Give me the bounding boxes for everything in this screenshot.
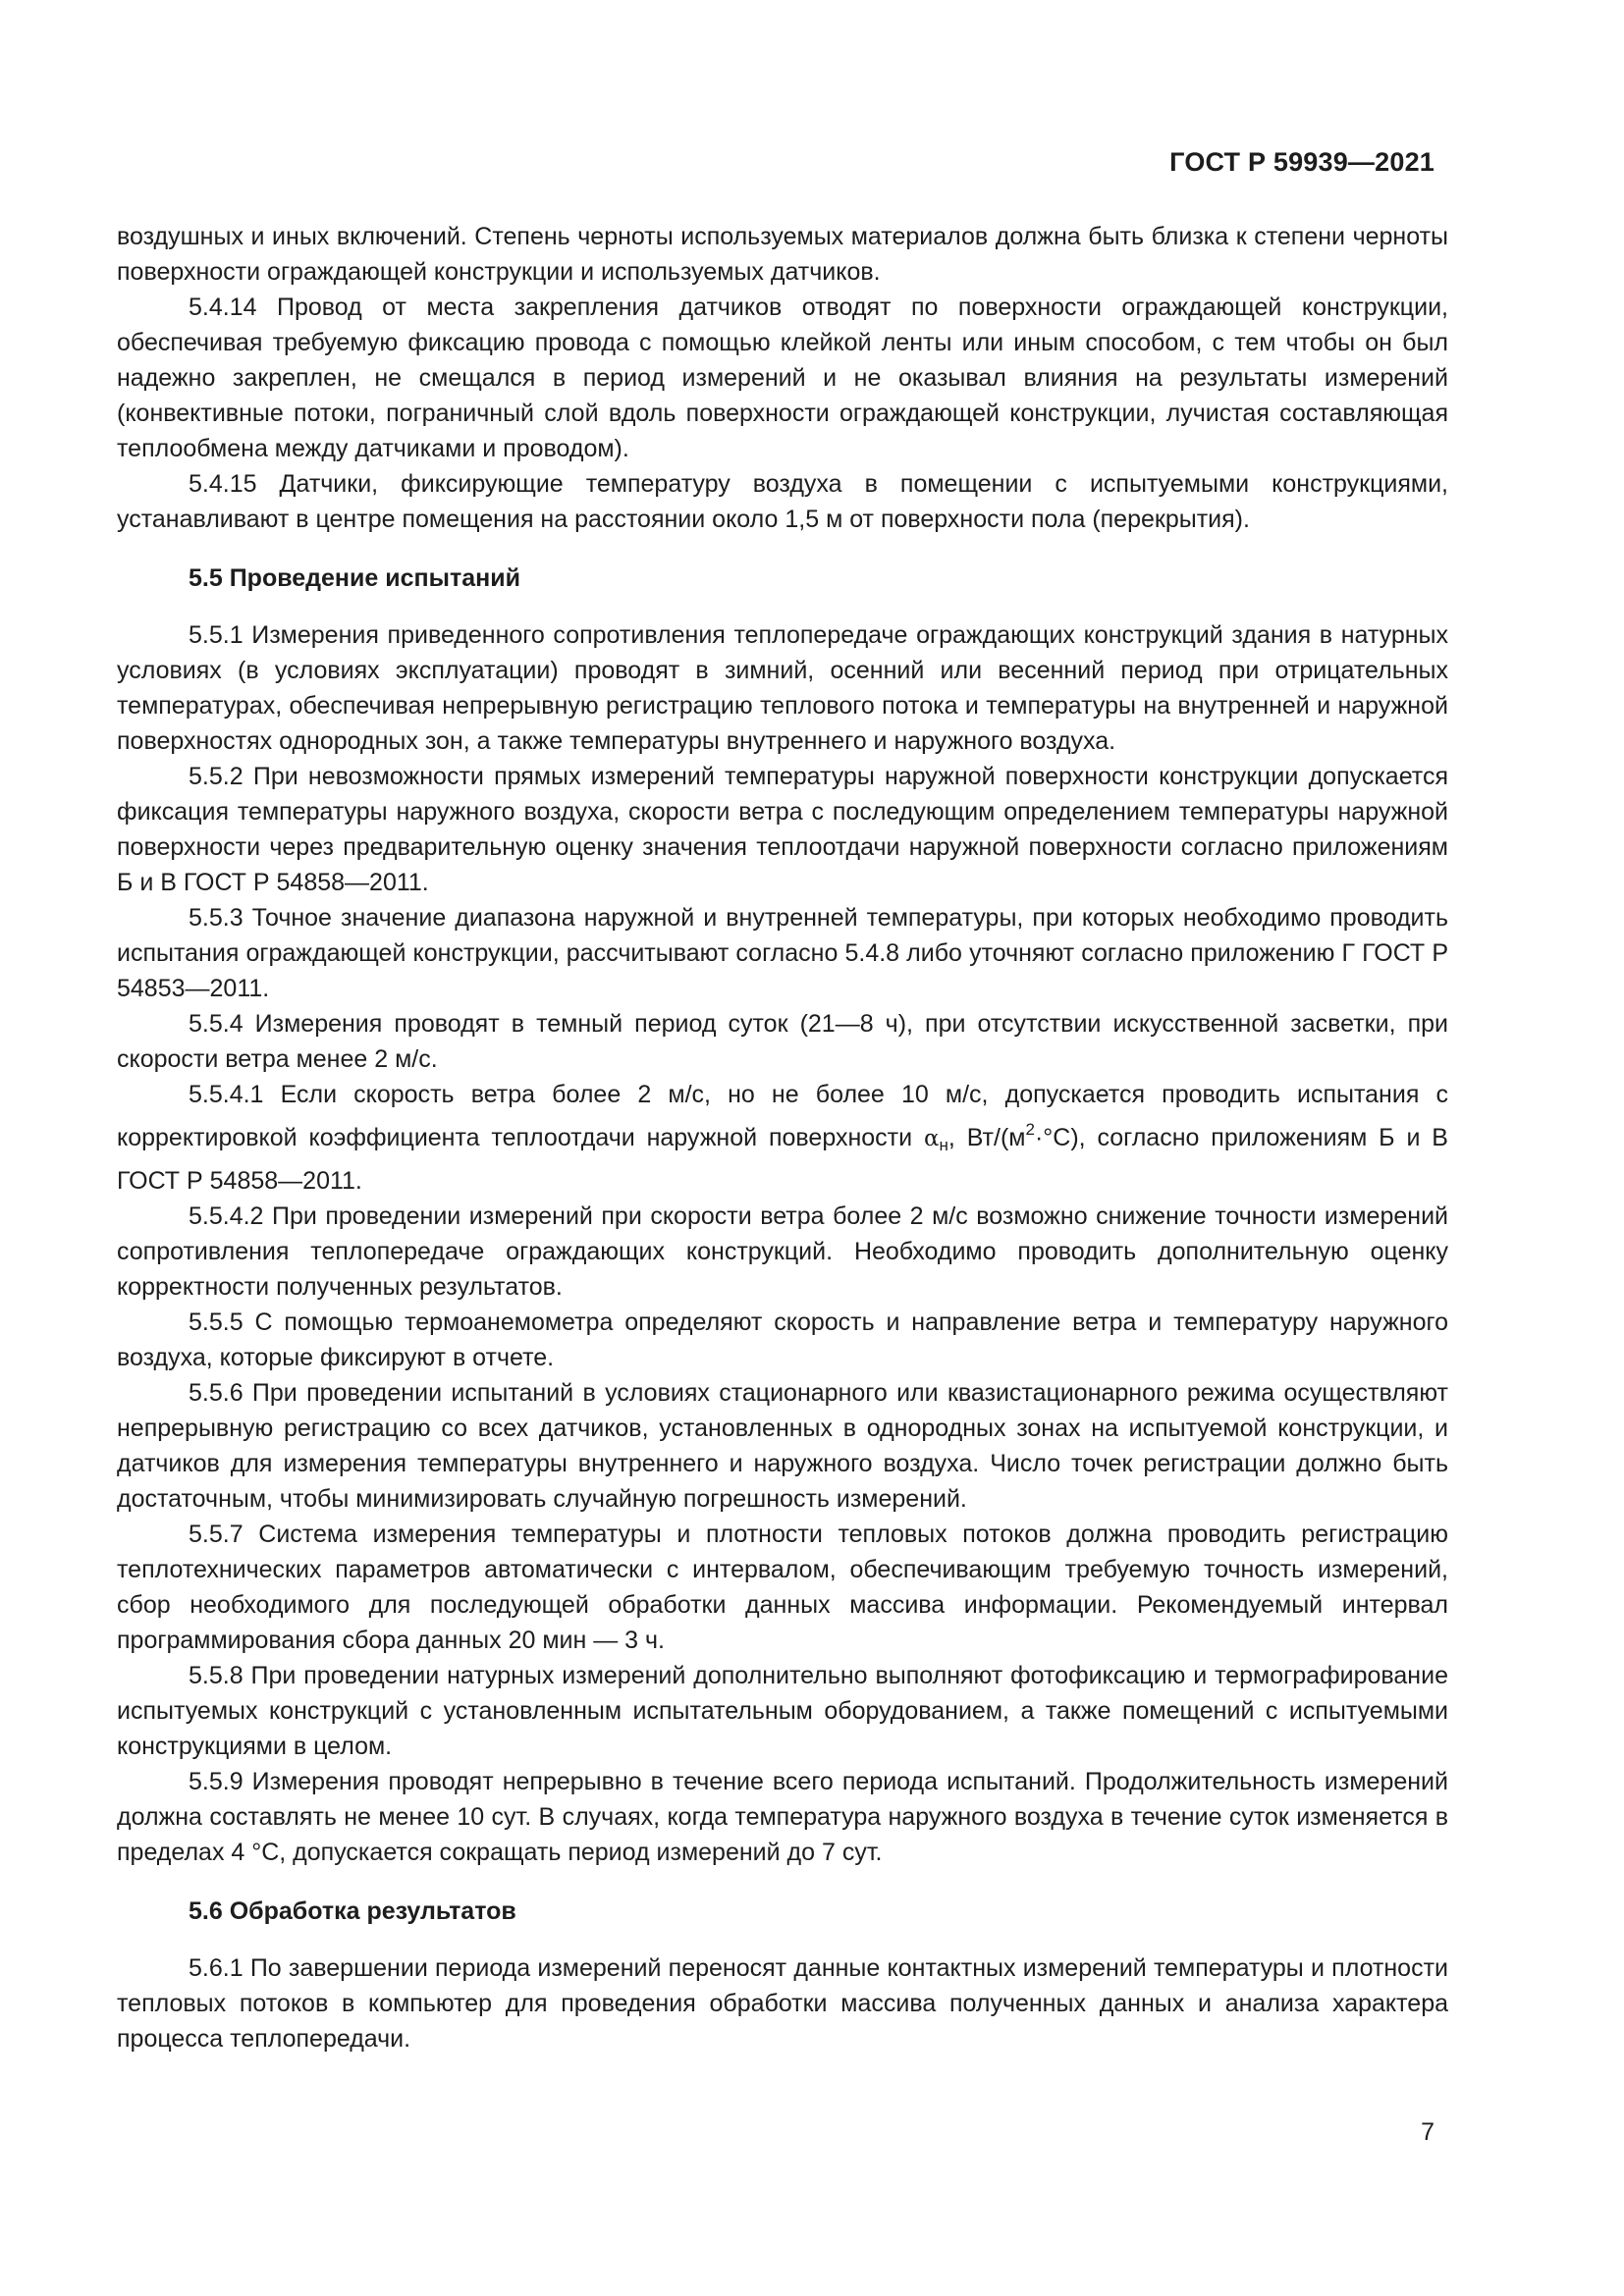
unit-superscript: 2: [1025, 1120, 1035, 1139]
paragraph-5-5-9: 5.5.9 Измерения проводят непрерывно в течение всего периода испытаний. Продолжительность измерений должна составлять не менее 10 сут. В случаях, когда температура наружного воздуха в течение суток изменяется в пределах 4 °С, допускается сокращать период измерений до 7 сут.: [117, 1768, 1448, 1866]
alpha-subscript: н: [939, 1136, 948, 1154]
paragraph-5-5-2: 5.5.2 При невозможности прямых измерений температуры наружной поверхности конструкции допускается фиксация температуры наружного воздуха, скорости ветра с последующим определением температуры наружной поверхности через предварительную оценку значения теплоотдачи наружной поверхности согласно приложениям Б и В ГОСТ Р 54858—2011.: [117, 763, 1448, 896]
paragraph-5-6-1: 5.6.1 По завершении периода измерений переносят данные контактных измерений температуры и плотности тепловых потоков в компьютер для проведения обработки массива полученных данных и анализа характера процесса теплопередачи.: [117, 1954, 1448, 2053]
section-title-5-5: 5.5 Проведение испытаний: [189, 564, 520, 592]
page-number: 7: [1421, 2118, 1435, 2146]
document-body: [117, 219, 1448, 2056]
paragraph-5-5-4: 5.5.4 Измерения проводят в темный период суток (21—8 ч), при отсутствии искусственной засветки, при скорости ветра менее 2 м/с.: [117, 1010, 1448, 1073]
section-title-5-6: 5.6 Обработка результатов: [189, 1897, 516, 1925]
paragraph-5-5-5: 5.5.5 С помощью термоанемометра определяют скорость и направление ветра и температуру наружного воздуха, которые фиксируют в отчете.: [117, 1308, 1448, 1371]
paragraph-5-4-14: 5.4.14 Провод от места закрепления датчиков отводят по поверхности ограждающей конструкции, обеспечивая требуемую фиксацию провода с помощью клейкой ленты или иным способом, с тем чтобы он был надежно закреплен, не смещался в период измерений и не оказывал влияния на результаты измерений (конвективные потоки, пограничный слой вдоль поверхности ограждающей конструкции, лучистая составляющая теплообмена между датчиками и проводом).: [117, 294, 1448, 462]
paragraph-5-5-4-1: [117, 1077, 1448, 1199]
paragraph-5-5-3: 5.5.3 Точное значение диапазона наружной и внутренней температуры, при которых необходимо проводить испытания ограждающей конструкции, рассчитывают согласно 5.4.8 либо уточняют согласно приложению Г ГОСТ Р 54853—2011.: [117, 904, 1448, 1002]
paragraph-5-5-4-2: 5.5.4.2 При проведении измерений при скорости ветра более 2 м/с возможно снижение точности измерений сопротивления теплопередаче ограждающих конструкций. Необходимо проводить дополнительную оценку корректности полученных результатов.: [117, 1202, 1448, 1301]
document-code-header: ГОСТ Р 59939—2021: [1169, 147, 1435, 177]
paragraph-5-5-7: 5.5.7 Система измерения температуры и плотности тепловых потоков должна проводить регистрацию теплотехнических параметров автоматически с интервалом, обеспечивающим требуемую точность измерений, сбор необходимого для последующей обработки данных массива информации. Рекомендуемый интервал программирования сбора данных 20 мин — 3 ч.: [117, 1521, 1448, 1654]
alpha-symbol: α: [923, 1126, 940, 1151]
paragraph-5-4-15: 5.4.15 Датчики, фиксирующие температуру воздуха в помещении с испытуемыми конструкциями, устанавливают в центре помещения на расстоянии около 1,5 м от поверхности пола (перекрытия).: [117, 470, 1448, 533]
paragraph-5-5-6: 5.5.6 При проведении испытаний в условиях стационарного или квазистационарного режима осуществляют непрерывную регистрацию со всех датчиков, установленных в однородных зонах на испытуемой конструкции, и датчиков для измерения температуры внутреннего и наружного воздуха. Число точек регистрации должно быть достаточным, чтобы минимизировать случайную погрешность измерений.: [117, 1379, 1448, 1513]
paragraph-continuation: воздушных и иных включений. Степень черноты используемых материалов должна быть близка к степени черноты поверхности ограждающей конструкции и используемых датчиков.: [117, 223, 1448, 286]
paragraph-5-5-4-1-part-c: ·°С), согласно приложениям Б и В ГОСТ Р 54858—2011.: [117, 1124, 1448, 1195]
paragraph-5-5-8: 5.5.8 При проведении натурных измерений дополнительно выполняют фотофиксацию и термографирование испытуемых конструкций с установленным испытательным оборудованием, а также помещений с испытуемыми конструкциями в целом.: [117, 1662, 1448, 1760]
paragraph-5-5-4-1-part-a: 5.5.4.1 Если скорость ветра более 2 м/с, но не более 10 м/с, допускается проводить испытания с корректировкой коэффициента теплоотдачи наружной поверхности: [117, 1081, 1448, 1151]
paragraph-5-5-1: 5.5.1 Измерения приведенного сопротивления теплопередаче ограждающих конструкций здания в натурных условиях (в условиях эксплуатации) проводят в зимний, осенний или весенний период при отрицательных температурах, обеспечивая непрерывную регистрацию теплового потока и температуры на внутренней и наружной поверхностях однородных зон, а также температуры внутреннего и наружного воздуха.: [117, 621, 1448, 755]
paragraph-5-5-4-1-part-b: , Вт/(м: [947, 1124, 1026, 1151]
